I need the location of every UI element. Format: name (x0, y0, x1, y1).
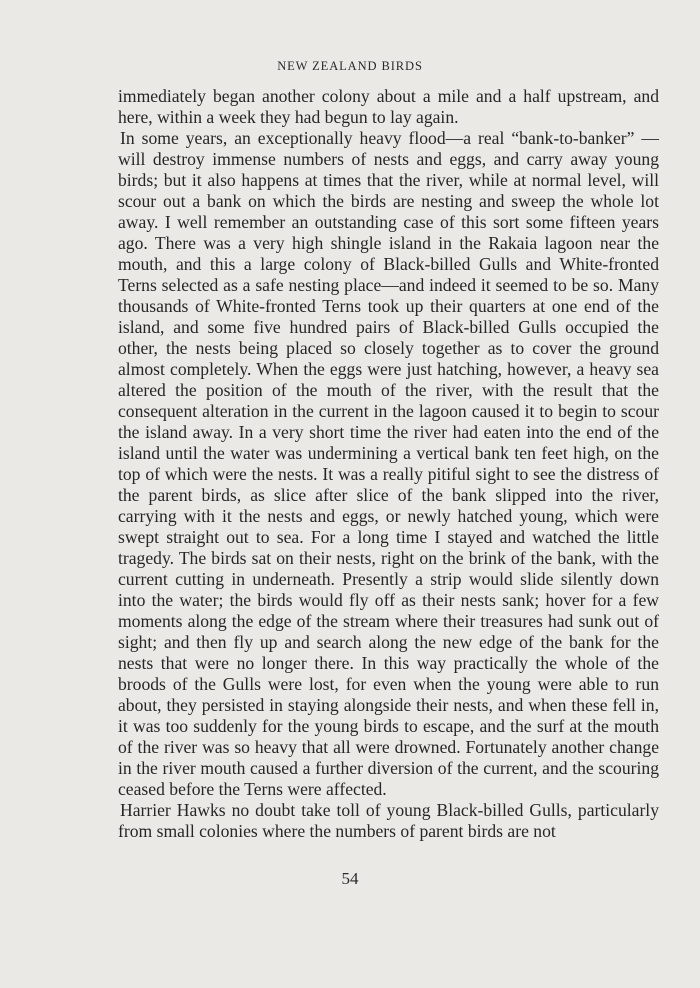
paragraph: immediately began another colony about a mile and a half upstream, and here, within a week they had begun to lay again. (118, 86, 659, 127)
paragraph: In some years, an exceptionally heavy flood—a real “bank-to-banker” —will destroy immense numbers of nests and eggs, and carry away young birds; but it also happens at times that the river, while at normal level, will scour out a bank on which the birds are nesting and sweep the whole lot away. I well remember an outstanding case of this sort some fifteen years ago. There was a very high shingle island in the Rakaia lagoon near the mouth, and this a large colony of Black-billed Gulls and White-fronted Terns selected as a safe nesting place—and indeed it seemed to be so. Many thousands of White-fronted Terns took up their quarters at one end of the island, and some five hundred pairs of Black-billed Gulls occupied the other, the nests being placed so closely together as to cover the ground almost completely. When the eggs were just hatching, however, a heavy sea altered the position of the mouth of the river, with the result that the consequent alteration in the current in the lagoon caused it to begin to scour the island away. In a very short time the river had eaten into the end of the island until the water was undermining a vertical bank ten feet high, on the top of which were the nests. It was a really pitiful sight to see the distress of the parent birds, as slice after slice of the bank slipped into the river, carrying with it the nests and eggs, or newly hatched young, which were swept straight out to sea. For a long time I stayed and watched the little tragedy. The birds sat on their nests, right on the brink of the bank, with the current cutting in underneath. Presently a strip would slide silently down into the water; the birds would fly off as their nests sank; hover for a few moments along the edge of the stream where their treasures had sunk out of sight; and then fly up and search along the new edge of the bank for the nests that were no longer there. In this way practically the whole of the broods of the Gulls were lost, for even when the young were able to run about, they persisted in staying alongside their nests, and when these fell in, it was too suddenly for the young birds to escape, and the surf at the mouth of the river was so heavy that all were drowned. Fortunately another change in the river mouth caused a further diversion of the current, and the scouring ceased before the Terns were affected. (118, 128, 659, 799)
paragraph: Harrier Hawks no doubt take toll of young Black-billed Gulls, particularly from small colonies where the numbers of parent birds are not (118, 800, 659, 841)
body-text (118, 86, 659, 842)
running-head: NEW ZEALAND BIRDS (277, 59, 423, 73)
page-number: 54 (341, 869, 359, 888)
